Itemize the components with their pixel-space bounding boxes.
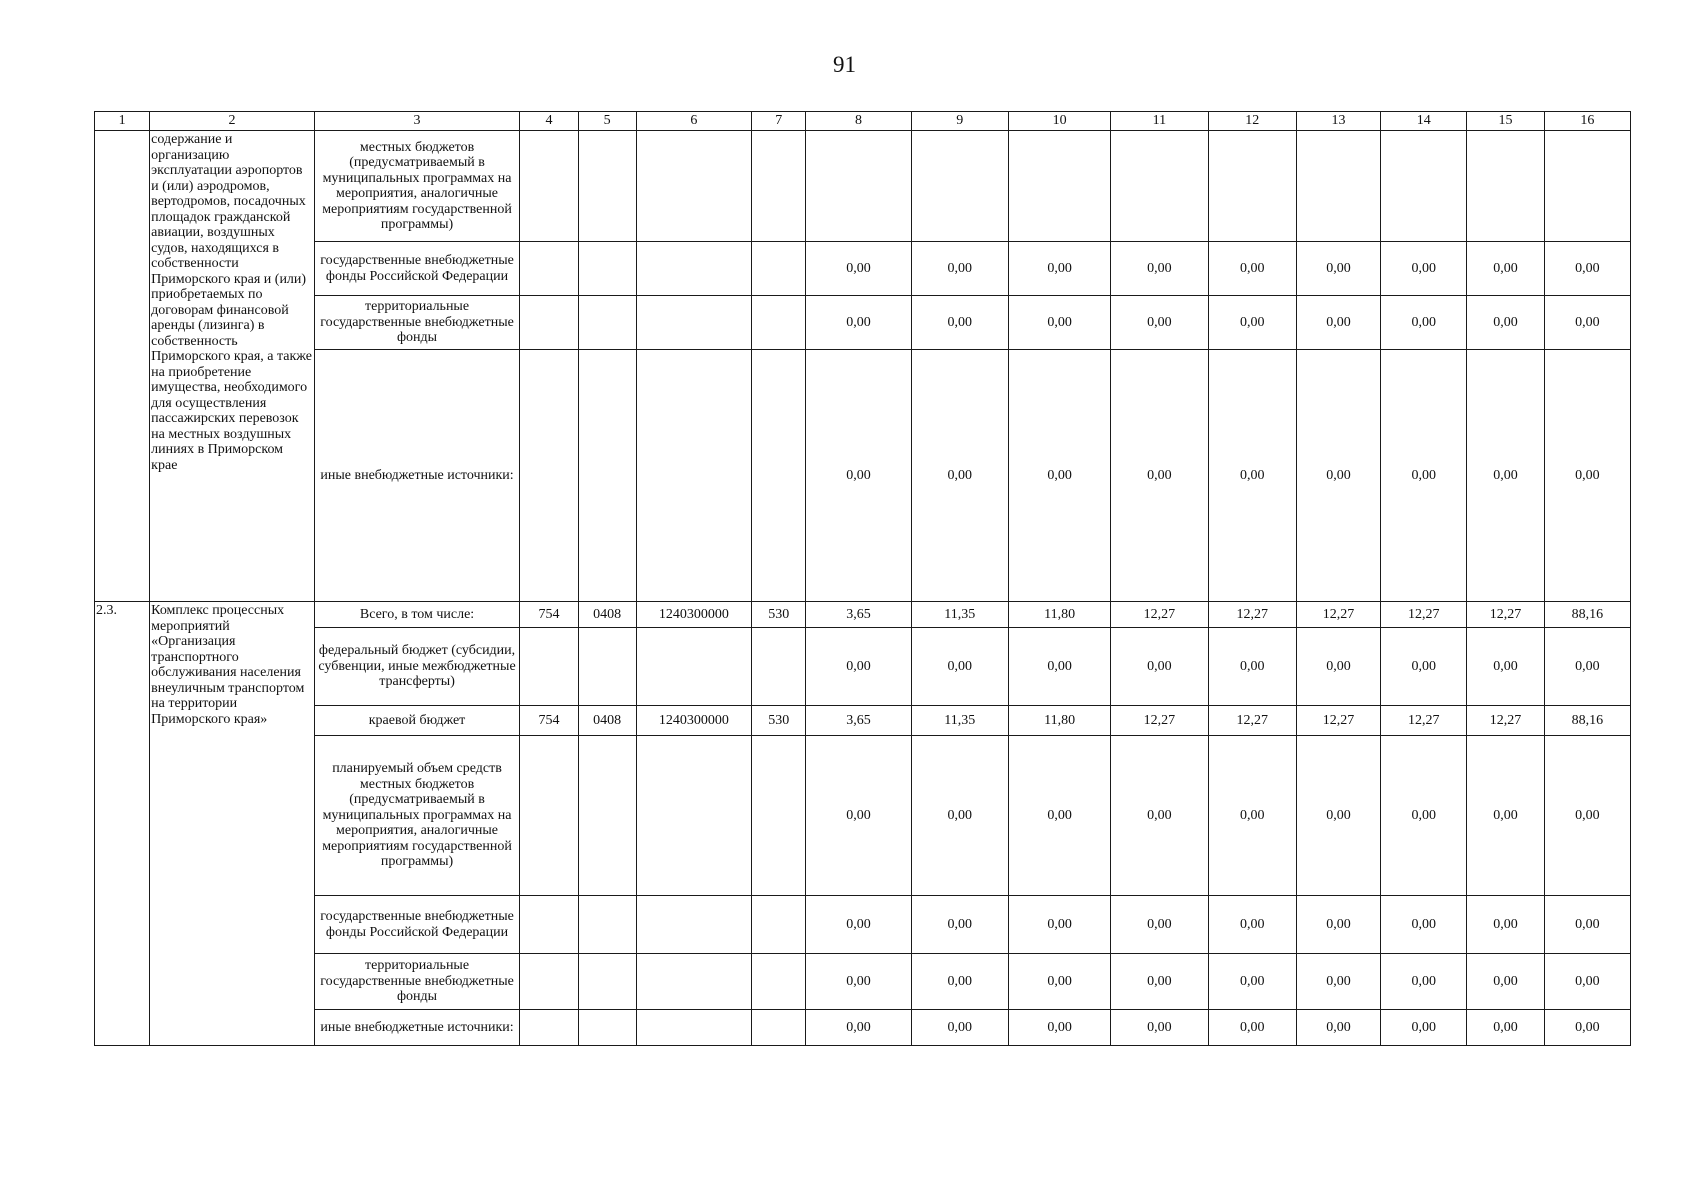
amount-cell: 0,00 (1544, 350, 1630, 602)
amount-cell (806, 131, 911, 242)
funding-source: территориальные государственные внебюджетные фонды (314, 296, 520, 350)
target-article-code (636, 131, 751, 242)
header-cell: 6 (636, 112, 751, 131)
expense-type-code (752, 350, 806, 602)
amount-cell: 0,00 (1208, 736, 1296, 896)
amount-cell: 0,00 (1381, 628, 1467, 706)
amount-cell: 0,00 (1381, 954, 1467, 1010)
target-article-code (636, 296, 751, 350)
section-code (578, 296, 636, 350)
amount-cell: 3,65 (806, 706, 911, 736)
amount-cell: 0,00 (806, 736, 911, 896)
header-cell: 5 (578, 112, 636, 131)
grbs-code (520, 296, 578, 350)
expense-type-code (752, 736, 806, 896)
amount-cell: 0,00 (1544, 296, 1630, 350)
funding-source: Всего, в том числе: (314, 602, 520, 628)
table-row (95, 602, 1631, 628)
amount-cell: 0,00 (911, 1010, 1008, 1046)
grbs-code (520, 896, 578, 954)
amount-cell: 0,00 (1544, 628, 1630, 706)
amount-cell: 0,00 (1008, 1010, 1110, 1046)
amount-cell: 0,00 (1467, 350, 1544, 602)
expense-type-code (752, 628, 806, 706)
amount-cell: 0,00 (911, 628, 1008, 706)
grbs-code (520, 131, 578, 242)
target-article-code (636, 896, 751, 954)
amount-cell: 0,00 (1467, 628, 1544, 706)
amount-cell: 12,27 (1111, 706, 1208, 736)
amount-cell: 0,00 (1111, 242, 1208, 296)
amount-cell: 0,00 (806, 1010, 911, 1046)
amount-cell: 3,65 (806, 602, 911, 628)
amount-cell: 12,27 (1111, 602, 1208, 628)
table-row (95, 628, 1631, 706)
amount-cell (1296, 131, 1380, 242)
amount-cell: 0,00 (1467, 896, 1544, 954)
amount-cell: 0,00 (1008, 628, 1110, 706)
target-article-code: 1240300000 (636, 602, 751, 628)
funding-source: федеральный бюджет (субсидии, субвенции, иные межбюджетные трансферты) (314, 628, 520, 706)
header-cell: 11 (1111, 112, 1208, 131)
amount-cell: 12,27 (1381, 602, 1467, 628)
budget-table (94, 111, 1631, 1046)
amount-cell: 0,00 (1296, 954, 1380, 1010)
header-cell: 15 (1467, 112, 1544, 131)
header-cell: 13 (1296, 112, 1380, 131)
amount-cell: 12,27 (1467, 602, 1544, 628)
amount-cell: 0,00 (1296, 350, 1380, 602)
grbs-code (520, 628, 578, 706)
amount-cell: 0,00 (1111, 350, 1208, 602)
expense-type-code (752, 296, 806, 350)
amount-cell: 0,00 (1008, 736, 1110, 896)
amount-cell: 0,00 (806, 296, 911, 350)
amount-cell: 0,00 (1208, 350, 1296, 602)
amount-cell: 0,00 (1208, 628, 1296, 706)
page-number: 91 (833, 52, 856, 77)
header-row (95, 112, 1631, 131)
target-article-code (636, 350, 751, 602)
amount-cell: 0,00 (1381, 736, 1467, 896)
item-description: содержание и организацию эксплуатации аэропортов и (или) аэродромов, вертодромов, посадочных площадок гражданской авиации, воздушных судов, находящихся в собственности Приморского края и (или) приобретаемых по договорам финансовой аренды (лизинга) в собственность Приморского края, а также на приобретение имущества, необходимого для осуществления пассажирских перевозок на местных воздушных линиях в Приморском крае (150, 131, 315, 602)
funding-source: краевой бюджет (314, 706, 520, 736)
amount-cell: 12,27 (1467, 706, 1544, 736)
section-code (578, 896, 636, 954)
amount-cell: 0,00 (806, 954, 911, 1010)
header-cell: 8 (806, 112, 911, 131)
amount-cell: 0,00 (1467, 242, 1544, 296)
amount-cell: 0,00 (1296, 242, 1380, 296)
amount-cell: 0,00 (1208, 296, 1296, 350)
amount-cell (1544, 131, 1630, 242)
table-row (95, 242, 1631, 296)
amount-cell (1111, 131, 1208, 242)
amount-cell: 0,00 (1008, 954, 1110, 1010)
amount-cell: 0,00 (1008, 350, 1110, 602)
amount-cell: 0,00 (1467, 954, 1544, 1010)
amount-cell: 88,16 (1544, 602, 1630, 628)
table-row (95, 296, 1631, 350)
header-cell: 4 (520, 112, 578, 131)
header-cell: 2 (150, 112, 315, 131)
header-cell: 16 (1544, 112, 1630, 131)
target-article-code (636, 954, 751, 1010)
amount-cell: 11,35 (911, 602, 1008, 628)
amount-cell: 0,00 (1208, 954, 1296, 1010)
amount-cell: 0,00 (1544, 242, 1630, 296)
table-row (95, 954, 1631, 1010)
grbs-code: 754 (520, 706, 578, 736)
amount-cell: 0,00 (1381, 296, 1467, 350)
amount-cell: 12,27 (1381, 706, 1467, 736)
section-code (578, 736, 636, 896)
expense-type-code (752, 896, 806, 954)
amount-cell: 0,00 (1111, 1010, 1208, 1046)
amount-cell: 0,00 (1111, 896, 1208, 954)
item-description: Комплекс процессных мероприятий «Организация транспортного обслуживания населения внеуличным транспортом на территории Приморского края» (150, 602, 315, 1046)
amount-cell: 0,00 (1544, 954, 1630, 1010)
section-code: 0408 (578, 602, 636, 628)
amount-cell: 88,16 (1544, 706, 1630, 736)
expense-type-code (752, 954, 806, 1010)
amount-cell: 12,27 (1208, 706, 1296, 736)
amount-cell: 0,00 (806, 242, 911, 296)
item-number (95, 131, 150, 602)
amount-cell: 0,00 (1467, 736, 1544, 896)
amount-cell: 0,00 (806, 628, 911, 706)
expense-type-code (752, 131, 806, 242)
amount-cell: 0,00 (806, 350, 911, 602)
funding-source: местных бюджетов (предусматриваемый в муниципальных программах на мероприятия, аналогичные мероприятиям государственной программы) (314, 131, 520, 242)
amount-cell (1008, 131, 1110, 242)
section-code (578, 131, 636, 242)
section-code (578, 954, 636, 1010)
amount-cell: 0,00 (1544, 896, 1630, 954)
section-code (578, 350, 636, 602)
amount-cell (1208, 131, 1296, 242)
table-row (95, 131, 1631, 242)
target-article-code (636, 242, 751, 296)
amount-cell: 11,80 (1008, 706, 1110, 736)
amount-cell: 0,00 (911, 954, 1008, 1010)
amount-cell: 0,00 (1381, 350, 1467, 602)
amount-cell: 0,00 (1467, 296, 1544, 350)
amount-cell: 0,00 (806, 896, 911, 954)
funding-source: иные внебюджетные источники: (314, 1010, 520, 1046)
table-row (95, 350, 1631, 602)
header-cell: 7 (752, 112, 806, 131)
amount-cell: 12,27 (1296, 602, 1380, 628)
amount-cell: 0,00 (911, 350, 1008, 602)
section-code (578, 242, 636, 296)
expense-type-code: 530 (752, 706, 806, 736)
funding-source: государственные внебюджетные фонды Российской Федерации (314, 242, 520, 296)
grbs-code (520, 736, 578, 896)
grbs-code (520, 1010, 578, 1046)
amount-cell: 0,00 (911, 242, 1008, 296)
amount-cell: 0,00 (1111, 736, 1208, 896)
amount-cell: 0,00 (1111, 954, 1208, 1010)
amount-cell: 0,00 (1008, 296, 1110, 350)
funding-source: государственные внебюджетные фонды Российской Федерации (314, 896, 520, 954)
section-code (578, 628, 636, 706)
expense-type-code (752, 242, 806, 296)
amount-cell: 0,00 (1008, 896, 1110, 954)
amount-cell: 0,00 (1467, 1010, 1544, 1046)
amount-cell: 0,00 (1296, 296, 1380, 350)
amount-cell: 12,27 (1208, 602, 1296, 628)
funding-source: планируемый объем средств местных бюджетов (предусматриваемый в муниципальных программах на мероприятия, аналогичные мероприятиям государственной программы) (314, 736, 520, 896)
amount-cell: 0,00 (1296, 736, 1380, 896)
amount-cell: 0,00 (1296, 896, 1380, 954)
amount-cell: 0,00 (911, 296, 1008, 350)
table-row (95, 1010, 1631, 1046)
amount-cell: 0,00 (1111, 296, 1208, 350)
section-code (578, 1010, 636, 1046)
header-cell: 3 (314, 112, 520, 131)
amount-cell: 0,00 (1296, 1010, 1380, 1046)
grbs-code: 754 (520, 602, 578, 628)
amount-cell: 0,00 (911, 736, 1008, 896)
target-article-code (636, 736, 751, 896)
amount-cell (1381, 131, 1467, 242)
target-article-code: 1240300000 (636, 706, 751, 736)
header-cell: 12 (1208, 112, 1296, 131)
amount-cell: 0,00 (1008, 242, 1110, 296)
amount-cell: 0,00 (1208, 242, 1296, 296)
amount-cell: 0,00 (911, 896, 1008, 954)
amount-cell (1467, 131, 1544, 242)
amount-cell: 0,00 (1381, 242, 1467, 296)
grbs-code (520, 954, 578, 1010)
target-article-code (636, 628, 751, 706)
table-row (95, 706, 1631, 736)
amount-cell: 0,00 (1208, 1010, 1296, 1046)
table-row (95, 736, 1631, 896)
header-cell: 1 (95, 112, 150, 131)
header-cell: 14 (1381, 112, 1467, 131)
amount-cell (911, 131, 1008, 242)
funding-source: территориальные государственные внебюджетные фонды (314, 954, 520, 1010)
amount-cell: 0,00 (1111, 628, 1208, 706)
amount-cell: 0,00 (1208, 896, 1296, 954)
expense-type-code (752, 1010, 806, 1046)
amount-cell: 0,00 (1544, 1010, 1630, 1046)
section-code: 0408 (578, 706, 636, 736)
amount-cell: 0,00 (1296, 628, 1380, 706)
header-cell: 10 (1008, 112, 1110, 131)
amount-cell: 0,00 (1381, 896, 1467, 954)
expense-type-code: 530 (752, 602, 806, 628)
grbs-code (520, 350, 578, 602)
table-row (95, 896, 1631, 954)
funding-source: иные внебюджетные источники: (314, 350, 520, 602)
amount-cell: 12,27 (1296, 706, 1380, 736)
item-number: 2.3. (95, 602, 150, 1046)
target-article-code (636, 1010, 751, 1046)
amount-cell: 11,80 (1008, 602, 1110, 628)
amount-cell: 0,00 (1381, 1010, 1467, 1046)
amount-cell: 11,35 (911, 706, 1008, 736)
grbs-code (520, 242, 578, 296)
header-cell: 9 (911, 112, 1008, 131)
amount-cell: 0,00 (1544, 736, 1630, 896)
